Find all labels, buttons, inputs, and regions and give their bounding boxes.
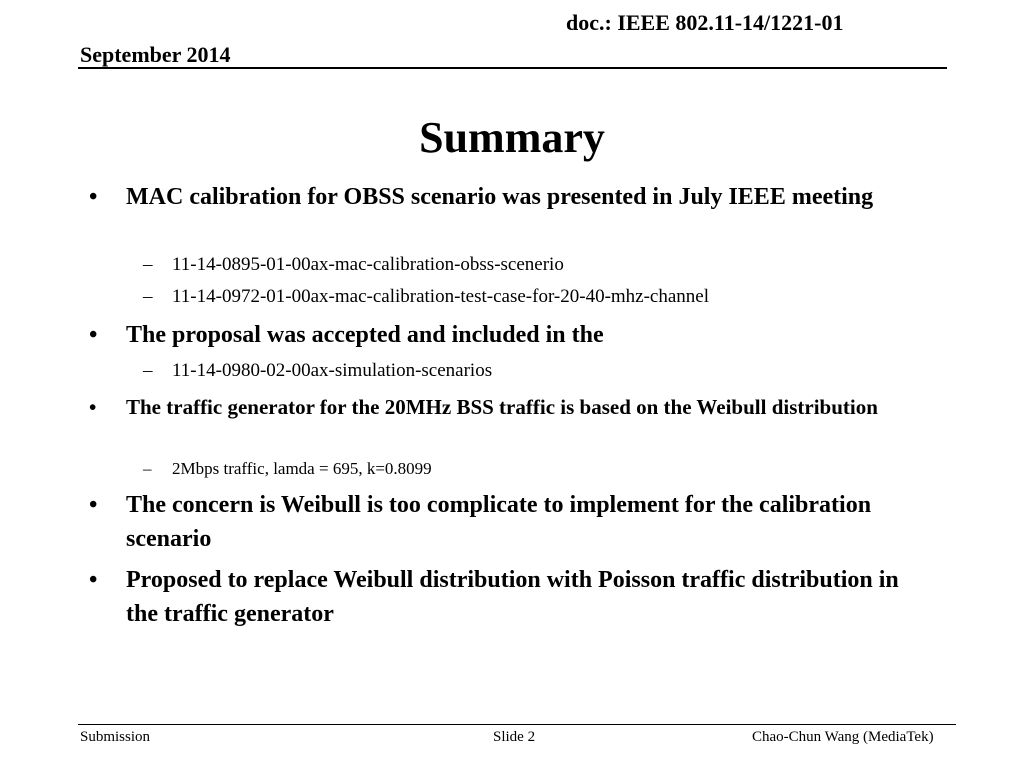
sub-bullet-item: [143, 359, 932, 383]
sub-bullet-text: 11-14-0980-02-00ax-simulation-scenarios: [172, 360, 493, 381]
bullet-item: [89, 563, 926, 631]
bullet-marker: •: [89, 567, 98, 593]
sub-bullet-text: 11-14-0972-01-00ax-mac-calibration-test-case-for-20-40-mhz-channel: [172, 286, 710, 307]
bullet-text: The proposal was accepted and included in the: [126, 322, 604, 348]
bullet-text: The concern is Weibull is too complicate to implement for the calibration scenario: [126, 492, 872, 552]
bullet-item: [89, 318, 926, 352]
dash-marker: –: [143, 286, 153, 307]
bullet-text: Proposed to replace Weibull distribution with Poisson traffic distribution in the traffic generator: [126, 567, 899, 627]
sub-bullet-text: 11-14-0895-01-00ax-mac-calibration-obss-scenerio: [172, 254, 564, 275]
sub-bullet-item: [143, 253, 932, 277]
bullet-text: MAC calibration for OBSS scenario was presented in July IEEE meeting: [126, 184, 874, 210]
bullet-text: The traffic generator for the 20MHz BSS traffic is based on the Weibull distribution: [126, 395, 878, 419]
bullet-marker: •: [89, 492, 98, 518]
footer-slide-number: Slide 2: [493, 729, 536, 745]
bullet-item: [89, 488, 926, 556]
sub-bullet-text: 2Mbps traffic, lamda = 695, k=0.8099: [172, 459, 432, 478]
bullet-marker: •: [89, 184, 98, 210]
bullet-marker: •: [89, 322, 98, 348]
dash-marker: –: [143, 254, 153, 275]
bullet-marker: •: [89, 395, 97, 419]
footer-divider: [78, 724, 956, 725]
dash-marker: –: [143, 459, 152, 478]
sub-bullet-item: [143, 285, 932, 309]
sub-bullet-item: [143, 458, 932, 480]
dash-marker: –: [143, 360, 153, 381]
footer-submission: Submission: [80, 729, 151, 745]
document-id: doc.: IEEE 802.11-14/1221-01: [566, 10, 844, 35]
bullet-item: [89, 180, 926, 214]
bullet-item: [89, 392, 926, 422]
document-date: September 2014: [80, 42, 231, 67]
footer-author: Chao-Chun Wang (MediaTek): [752, 729, 934, 745]
slide-title: Summary: [419, 113, 605, 162]
